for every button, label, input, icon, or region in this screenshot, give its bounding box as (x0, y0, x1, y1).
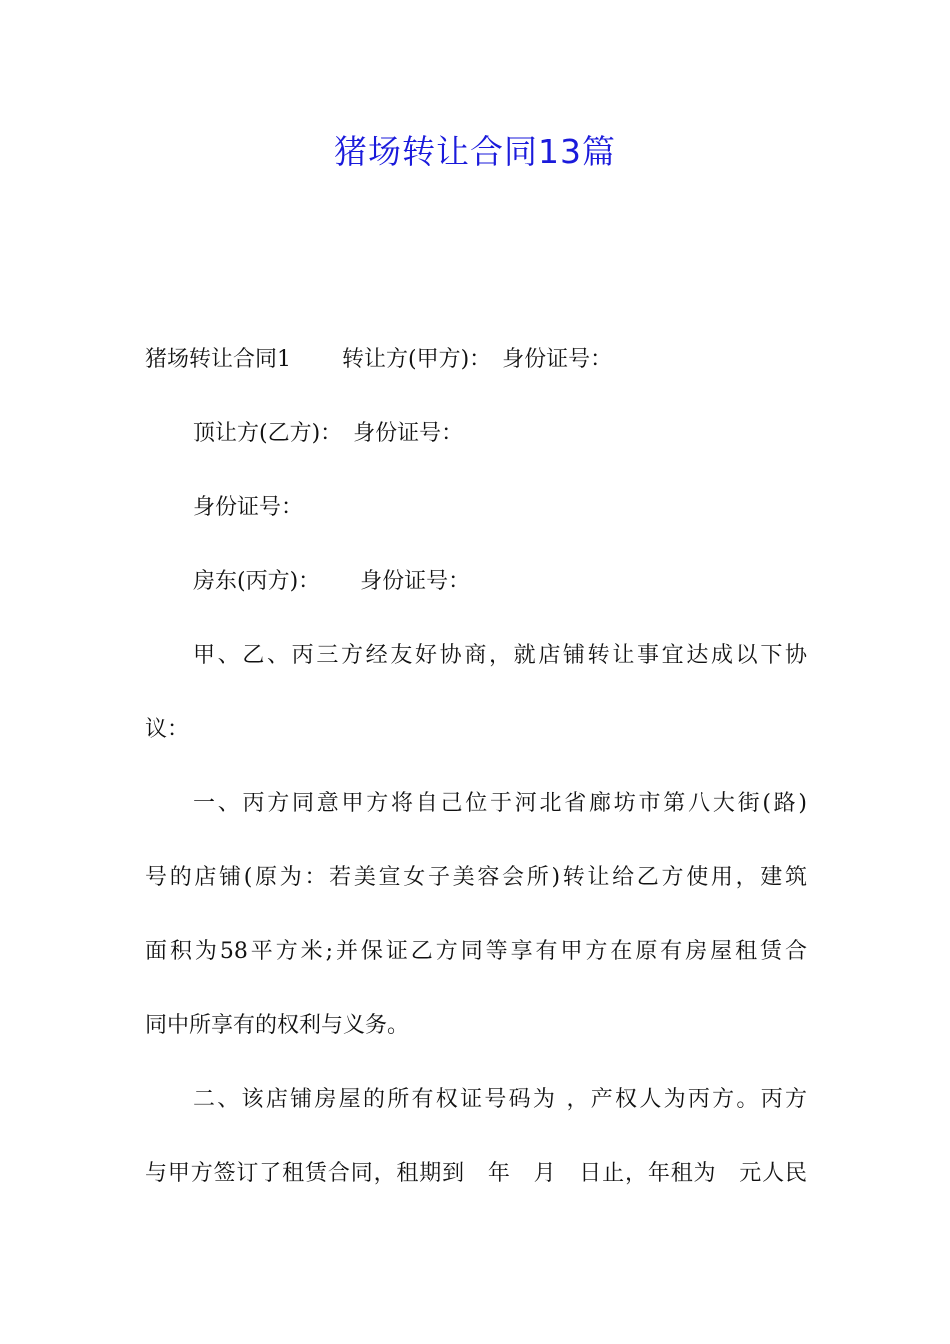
paragraph-line: 房东(丙方)： 身份证号： (193, 569, 471, 594)
paragraph-line: 甲、乙、丙三方经友好协商，就店铺转让事宜达成以下协 (193, 643, 807, 668)
paragraph-line: 二、该店铺房屋的所有权证号码为 ，产权人为丙方。丙方 (193, 1087, 807, 1112)
paragraph-line: 猪场转让合同1 转让方(甲方)： 身份证号： (145, 347, 613, 372)
paragraph-line: 一、丙方同意甲方将自己位于河北省廊坊市第八大街(路) (193, 791, 807, 816)
paragraph-line: 议： (145, 717, 190, 742)
document-title: 猪场转让合同13篇 (334, 132, 616, 171)
paragraph-line: 同中所享有的权利与义务。 (145, 1013, 410, 1038)
paragraph-line: 顶让方(乙方)： 身份证号： (193, 421, 464, 446)
document-body (145, 337, 807, 1225)
paragraph-line: 身份证号： (193, 495, 304, 520)
paragraph-line: 与甲方签订了租赁合同，租期到 年 月 日止，年租为 元人民 (145, 1161, 807, 1186)
paragraph-line: 号的店铺(原为：若美宣女子美容会所)转让给乙方使用，建筑 (145, 865, 807, 890)
paragraph-line: 面积为58平方米;并保证乙方同等享有甲方在原有房屋租赁合 (145, 939, 807, 964)
